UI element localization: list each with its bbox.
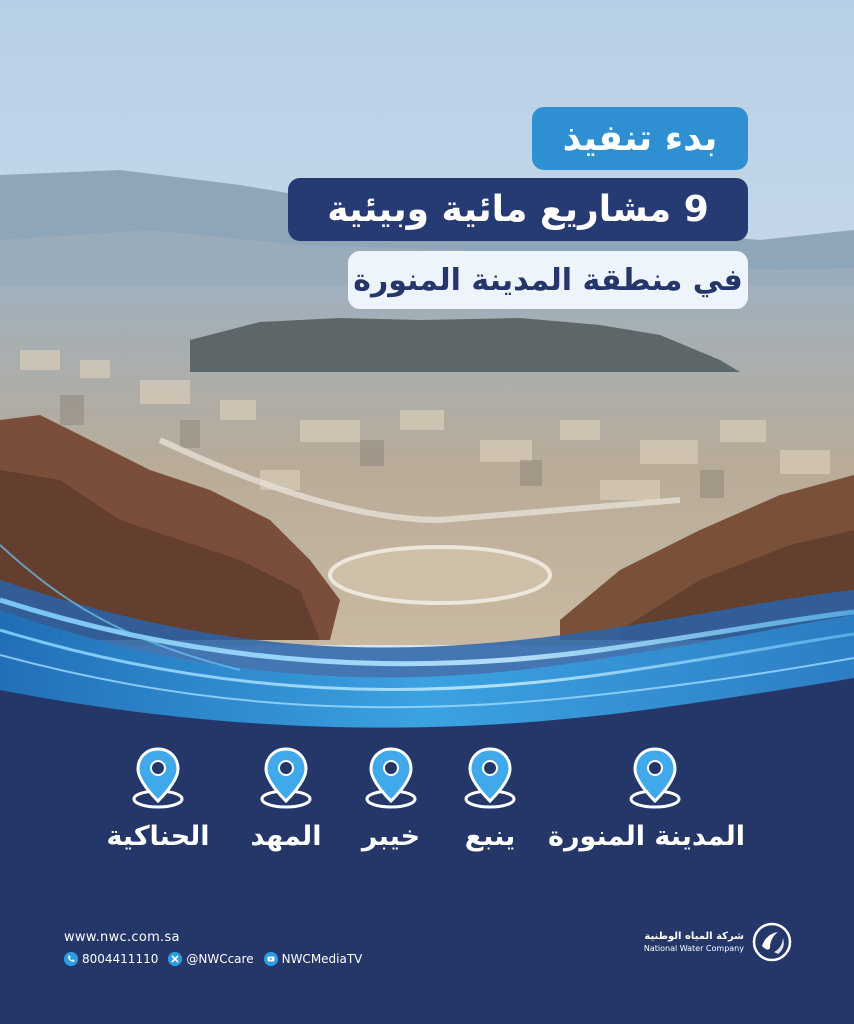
location-label: الحناكية bbox=[106, 821, 210, 852]
x-twitter-icon bbox=[168, 952, 182, 966]
twitter-contact[interactable] bbox=[168, 952, 253, 966]
youtube-contact[interactable] bbox=[264, 952, 363, 966]
location-label: المهد bbox=[250, 821, 322, 852]
headline-line-3: في منطقة المدينة المنورة bbox=[348, 251, 748, 309]
brand-text bbox=[644, 931, 744, 953]
contact-row bbox=[64, 952, 366, 966]
location-item-hanakiyah bbox=[68, 745, 248, 852]
nwc-logo-icon bbox=[752, 922, 792, 962]
location-label: خيبر bbox=[361, 821, 421, 852]
location-pin-icon bbox=[625, 745, 685, 811]
location-label: ينبع bbox=[464, 821, 516, 852]
location-pin-icon bbox=[256, 745, 316, 811]
footer-contacts bbox=[64, 930, 366, 966]
brand-name-english: National Water Company bbox=[643, 944, 744, 953]
website-link[interactable]: www.nwc.com.sa bbox=[64, 930, 180, 945]
brand-name-arabic: شركة المياه الوطنية bbox=[644, 931, 744, 942]
locations-list bbox=[0, 745, 854, 865]
phone-contact[interactable] bbox=[64, 952, 158, 966]
location-item-madinah bbox=[548, 745, 745, 852]
twitter-handle: @NWCcare bbox=[186, 952, 254, 966]
youtube-icon bbox=[264, 952, 278, 966]
nwc-brand bbox=[644, 922, 792, 962]
headline-line-1: بدء تنفيذ bbox=[532, 107, 748, 170]
phone-number: 8004411110 bbox=[82, 952, 159, 966]
youtube-channel: NWCMediaTV bbox=[281, 952, 363, 966]
headline-line-2: 9 مشاريع مائية وبيئية bbox=[288, 178, 748, 241]
location-pin-icon bbox=[128, 745, 188, 811]
phone-icon bbox=[64, 952, 78, 966]
location-label: المدينة المنورة bbox=[548, 821, 745, 852]
